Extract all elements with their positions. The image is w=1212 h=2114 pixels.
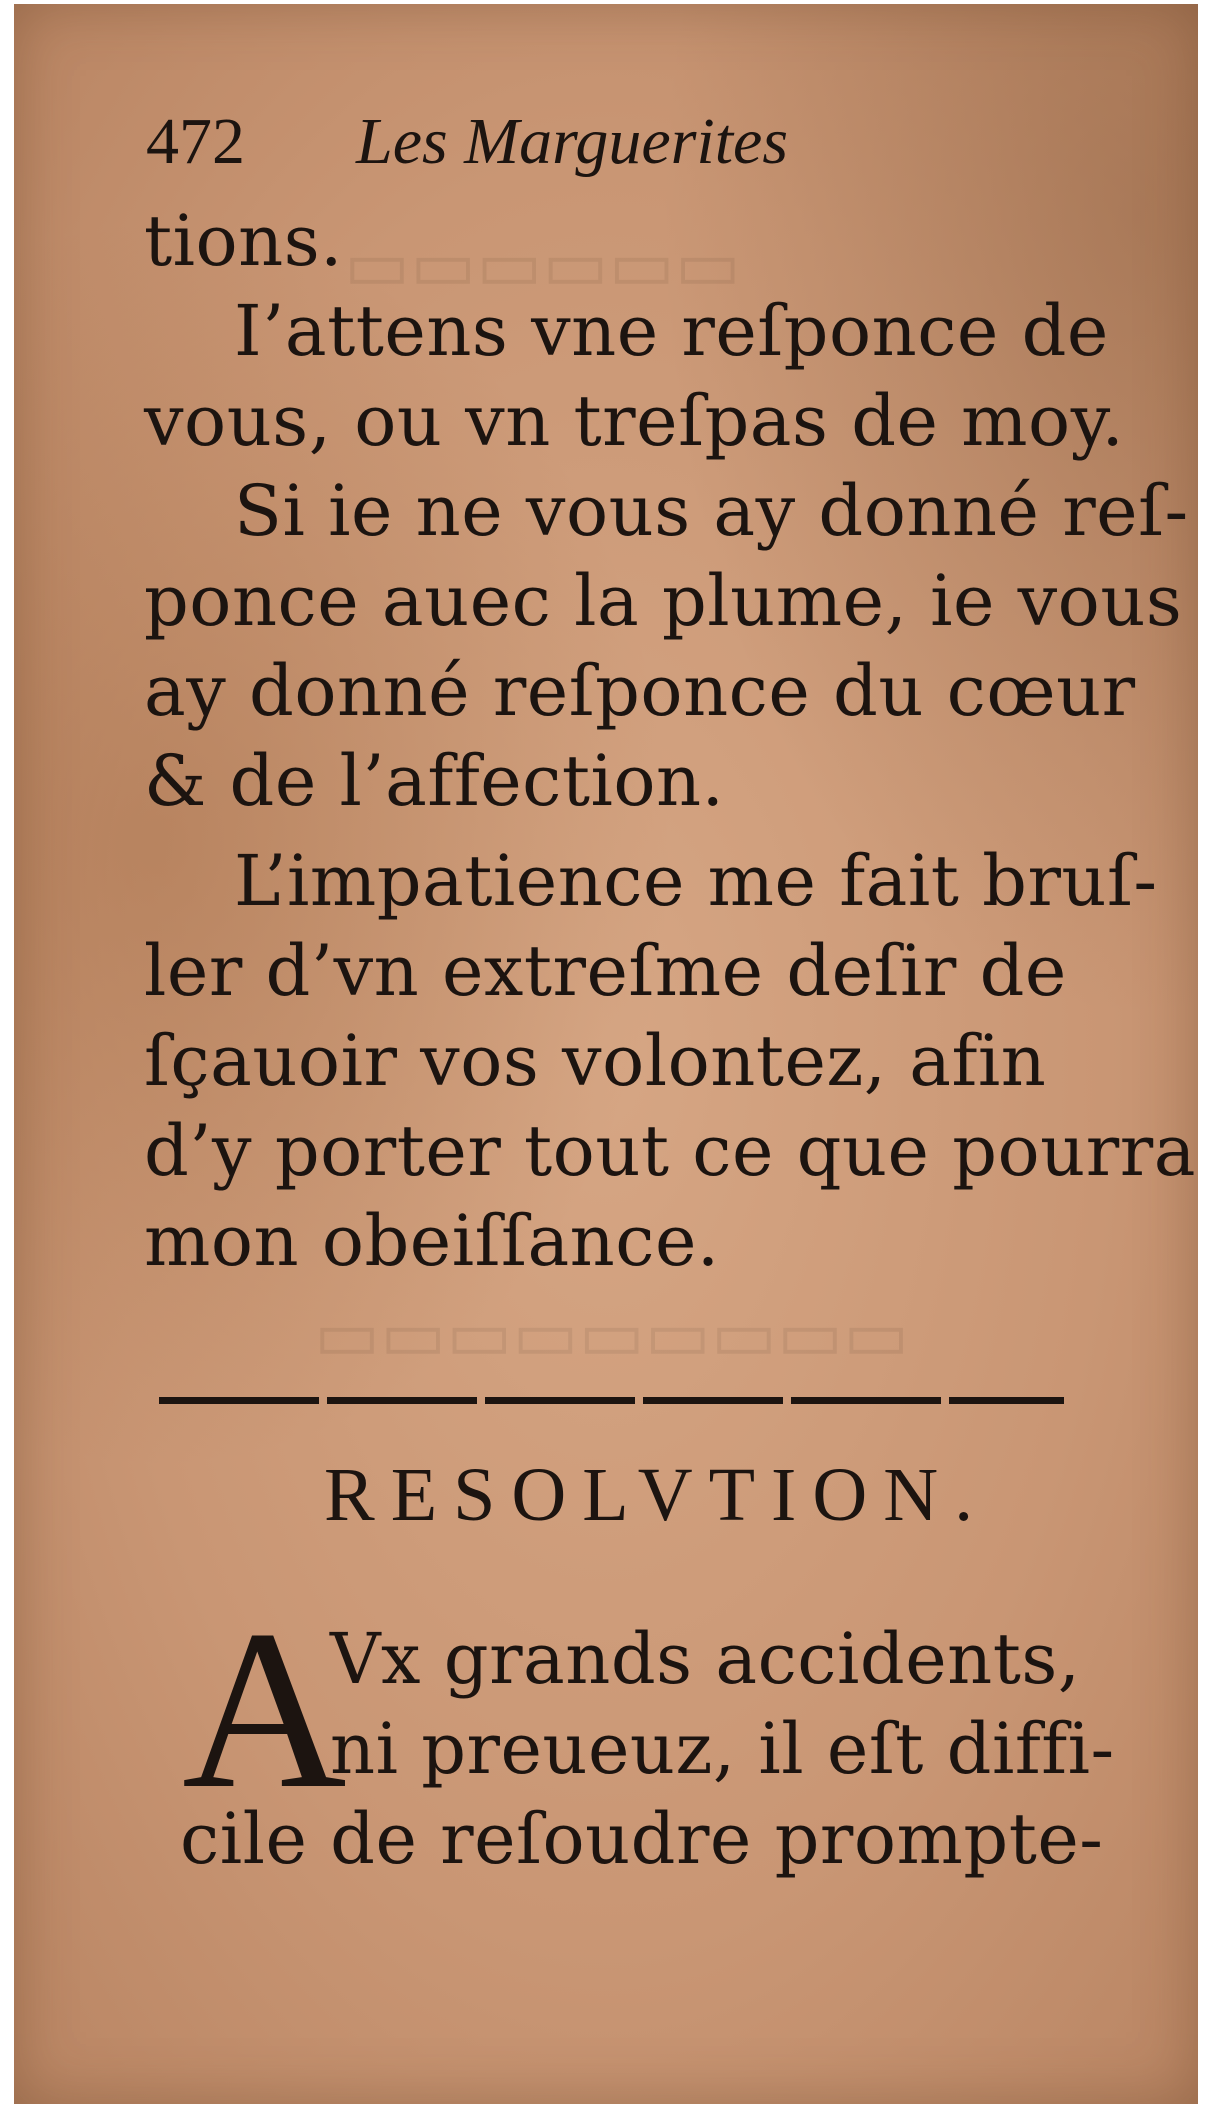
text-line: Si ie ne vous ay donné reſ- [234, 470, 1189, 552]
text-line: I’attens vne reſponce de [234, 290, 1109, 372]
text-line: ponce auec la plume, ie vous [144, 560, 1183, 642]
running-title: Les Marguerites [356, 105, 789, 178]
text-line: & de l’affection. [144, 740, 725, 822]
text-line: ler d’vn extreſme deſir de [144, 930, 1067, 1012]
section-divider-rule [159, 1388, 1064, 1414]
show-through-shadow: ▭▭▭▭▭▭ [344, 228, 741, 305]
text-line: ſçauoir vos volontez, afin [144, 1020, 1047, 1102]
text-line: mon obeiſſance. [144, 1200, 720, 1282]
drop-cap: A [182, 1584, 347, 1836]
page-number: 472 [146, 105, 245, 178]
text-line: vous, ou vn treſpas de moy. [144, 380, 1125, 462]
text-line: L’impatience me fait bruſ- [234, 840, 1158, 922]
text-line: ay donné reſponce du cœur [144, 650, 1136, 732]
text-line: Vx grands accidents, [330, 1618, 1081, 1700]
book-page [14, 4, 1198, 2104]
text-line: tions. [144, 200, 343, 282]
section-heading: RESOLVTION. [324, 1453, 990, 1537]
text-line: cile de reſoudre prompte- [180, 1798, 1104, 1880]
text-line: ni preueuz, il eſt diffi- [330, 1708, 1115, 1790]
text-line: d’y porter tout ce que pourra [144, 1110, 1196, 1192]
show-through-shadow: ▭▭▭▭▭▭▭▭▭ [314, 1298, 910, 1375]
running-header [146, 104, 788, 180]
